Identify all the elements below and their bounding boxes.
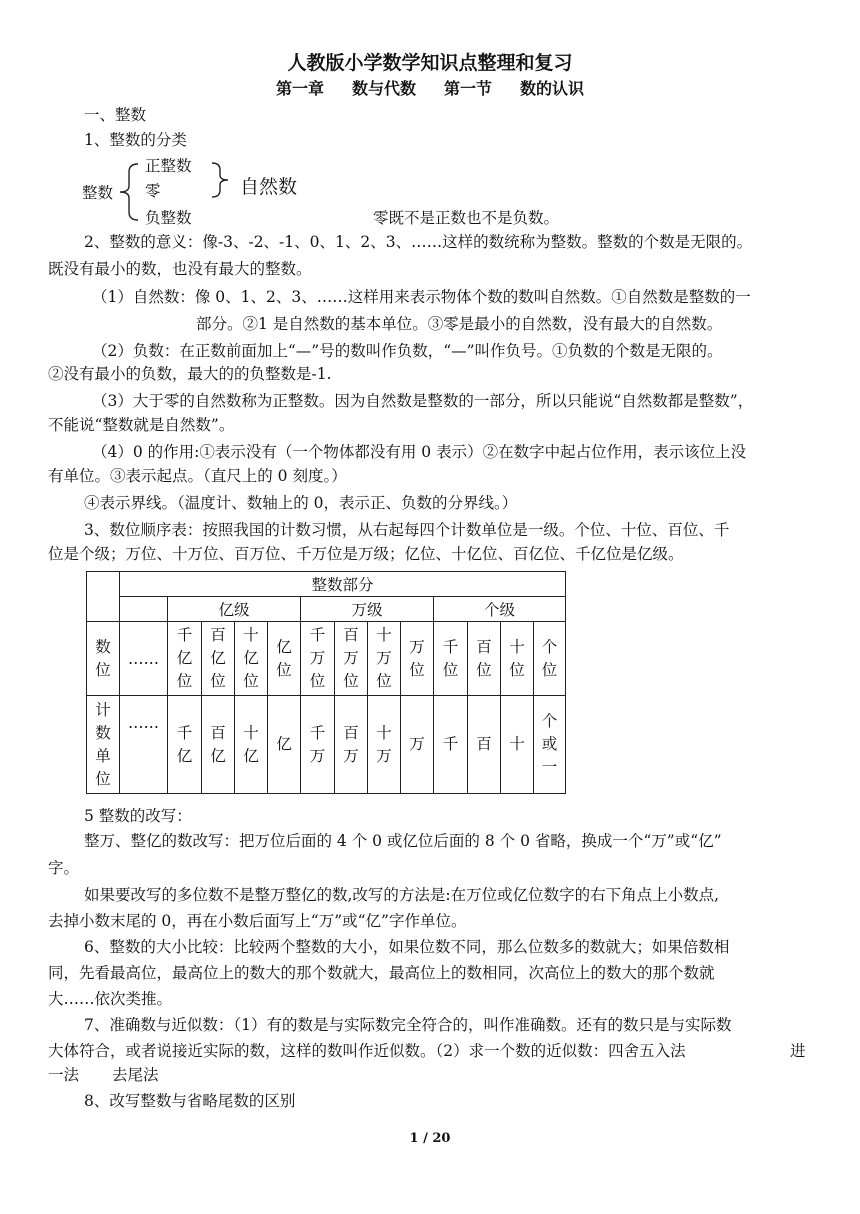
paragraph-4-line-3: ④表示界线。（温度计、数轴上的 0，表示正、负数的分界线。） — [84, 494, 518, 512]
place-cell: 亿 位 — [268, 622, 301, 696]
place-cell: 百 位 — [468, 622, 501, 696]
place-cell: 千 亿 位 — [168, 622, 202, 696]
item-3-line-2: 位是个级；万位、十万位、百万位、千万位是万级；亿位、十亿位、百亿位、千亿位是亿级。 — [48, 545, 684, 563]
row-label-unit: 计 数 单 位 — [87, 696, 120, 794]
item-5-line-1: 整万、整亿的数改写：把万位后面的 4 个 0 或亿位后面的 8 个 0 省略，换成一个“万”或“亿” — [84, 832, 722, 850]
level-yi: 亿级 — [168, 597, 301, 622]
item-7-line-1: 7、准确数与近似数：（1）有的数是与实际数完全符合的，叫作准确数。还有的数只是与实际数 — [84, 1016, 732, 1034]
unit-cell: 十 亿 — [235, 696, 268, 794]
paragraph-1-line-1: （1）自然数：像 0、1、2、3、……这样用来表示物体个数的数叫自然数。①自然数是整数的一 — [92, 288, 751, 306]
classification-note: 零既不是正数也不是负数。 — [373, 209, 560, 227]
classification-zero: 零 — [145, 182, 161, 200]
place-cell: 十 亿 位 — [235, 622, 268, 696]
place-cell: 十 位 — [501, 622, 534, 696]
paragraph-3-line-2: 不能说“整数就是自然数”。 — [48, 416, 235, 434]
place-cell: 百 万 位 — [335, 622, 368, 696]
item-6-line-3: 大……依次类推。 — [48, 990, 173, 1008]
item-2-line-2: 既没有最小的数，也没有最大的整数。 — [48, 260, 312, 278]
unit-cell: 千 亿 — [168, 696, 202, 794]
paragraph-2-line-1: （2）负数：在正数前面加上“—”号的数叫作负数，“—”叫作负号。①负数的个数是无限的。 — [92, 342, 723, 360]
item-8-title: 8、改写整数与省略尾数的区别 — [84, 1092, 296, 1110]
item-7-line-2-tail: 进 — [790, 1042, 806, 1060]
level-wan: 万级 — [301, 597, 434, 622]
item-7-line-3-tail: 去尾法 — [112, 1066, 159, 1084]
paragraph-1-line-2: 部分。②1 是自然数的基本单位。③零是最小的自然数，没有最大的自然数。 — [196, 315, 723, 333]
item-7-line-2: 大体符合，或者说接近实际的数，这样的数叫作近似数。（2）求一个数的近似数：四舍五入法 — [48, 1042, 686, 1060]
corner-cell — [87, 572, 120, 622]
unit-cell: 亿 — [268, 696, 301, 794]
unit-cell: 千 万 — [301, 696, 335, 794]
chapter-name: 数与代数 — [351, 79, 416, 98]
unit-cell: 百 亿 — [202, 696, 235, 794]
item-5-line-2: 字。 — [48, 859, 80, 877]
table-header: 整数部分 — [120, 572, 566, 597]
item-5-title: 5 整数的改写： — [84, 807, 192, 825]
item-6-line-2: 同，先看最高位，最高位上的数大的那个数就大，最高位上的数相同，次高位上的数大的那个数就 — [48, 964, 715, 982]
page-number: 1 / 20 — [409, 1131, 451, 1146]
classification-positive: 正整数 — [145, 157, 192, 175]
classification-negative: 负整数 — [145, 209, 192, 227]
table-row-units — [87, 696, 566, 794]
chapter-subtitle — [0, 76, 860, 99]
unit-cell: 万 — [401, 696, 434, 794]
section-name: 数的认识 — [520, 79, 585, 98]
level-ge: 个级 — [434, 597, 566, 622]
row-label-place: 数 位 — [87, 622, 120, 696]
place-cell: 万 位 — [401, 622, 434, 696]
place-cell: 个 位 — [534, 622, 566, 696]
paragraph-3-line-1: （3）大于零的自然数称为正整数。因为自然数是整数的一部分，所以只能说“自然数都是整数”， — [92, 392, 754, 410]
unit-cell: 千 — [434, 696, 468, 794]
level-blank-cell — [120, 597, 168, 622]
item-3-line-1: 3、数位顺序表：按照我国的计数习惯，从右起每四个计数单位是一级。个位、十位、百位、千 — [84, 521, 730, 539]
ellipsis-cell: …… — [120, 696, 168, 794]
classification-root: 整数 — [82, 184, 114, 202]
right-brace-icon — [208, 160, 232, 200]
item-6-line-1: 6、整数的大小比较：比较两个整数的大小，如果位数不同，那么位数多的数就大；如果倍数相 — [84, 938, 730, 956]
item-5-line-4: 去掉小数末尾的 0，再在小数后面写上“万”或“亿”字作单位。 — [48, 912, 467, 930]
table-row-places — [87, 622, 566, 696]
place-value-table — [86, 571, 566, 794]
place-cell: 百 亿 位 — [202, 622, 235, 696]
item-1-title: 1、整数的分类 — [84, 131, 187, 149]
unit-cell: 百 — [468, 696, 501, 794]
paragraph-4-line-1: （4）0 的作用:①表示没有（一个物体都没有用 0 表示）②在数字中起占位作用，表示该位上没 — [92, 443, 747, 461]
item-2-line-1: 2、整数的意义：像-3、-2、-1、0、1、2、3、……这样的数统称为整数。整数的个数是无限的。 — [84, 233, 753, 251]
place-cell: 千 位 — [434, 622, 468, 696]
heading-integers: 一、整数 — [84, 106, 147, 124]
unit-cell: 百 万 — [335, 696, 368, 794]
section-label: 第一节 — [444, 79, 493, 98]
chapter-label: 第一章 — [275, 79, 324, 98]
unit-cell: 个 或 一 — [534, 696, 566, 794]
left-brace-icon — [116, 160, 146, 224]
paragraph-4-line-2: 有单位。③表示起点。（直尺上的 0 刻度。） — [48, 467, 347, 485]
ellipsis-cell: …… — [120, 622, 168, 696]
paragraph-2-line-2: ②没有最小的负数，最大的的负整数是-1. — [48, 365, 332, 383]
classification-natural: 自然数 — [240, 176, 298, 198]
item-5-line-3: 如果要改写的多位数不是整万整亿的数,改写的方法是:在万位或亿位数字的右下角点上小数点, — [84, 886, 720, 904]
place-cell: 千 万 位 — [301, 622, 335, 696]
place-cell: 十 万 位 — [368, 622, 401, 696]
page-title: 人教版小学数学知识点整理和复习 — [287, 52, 573, 74]
item-7-line-3: 一法 — [48, 1066, 80, 1084]
unit-cell: 十 万 — [368, 696, 401, 794]
unit-cell: 十 — [501, 696, 534, 794]
